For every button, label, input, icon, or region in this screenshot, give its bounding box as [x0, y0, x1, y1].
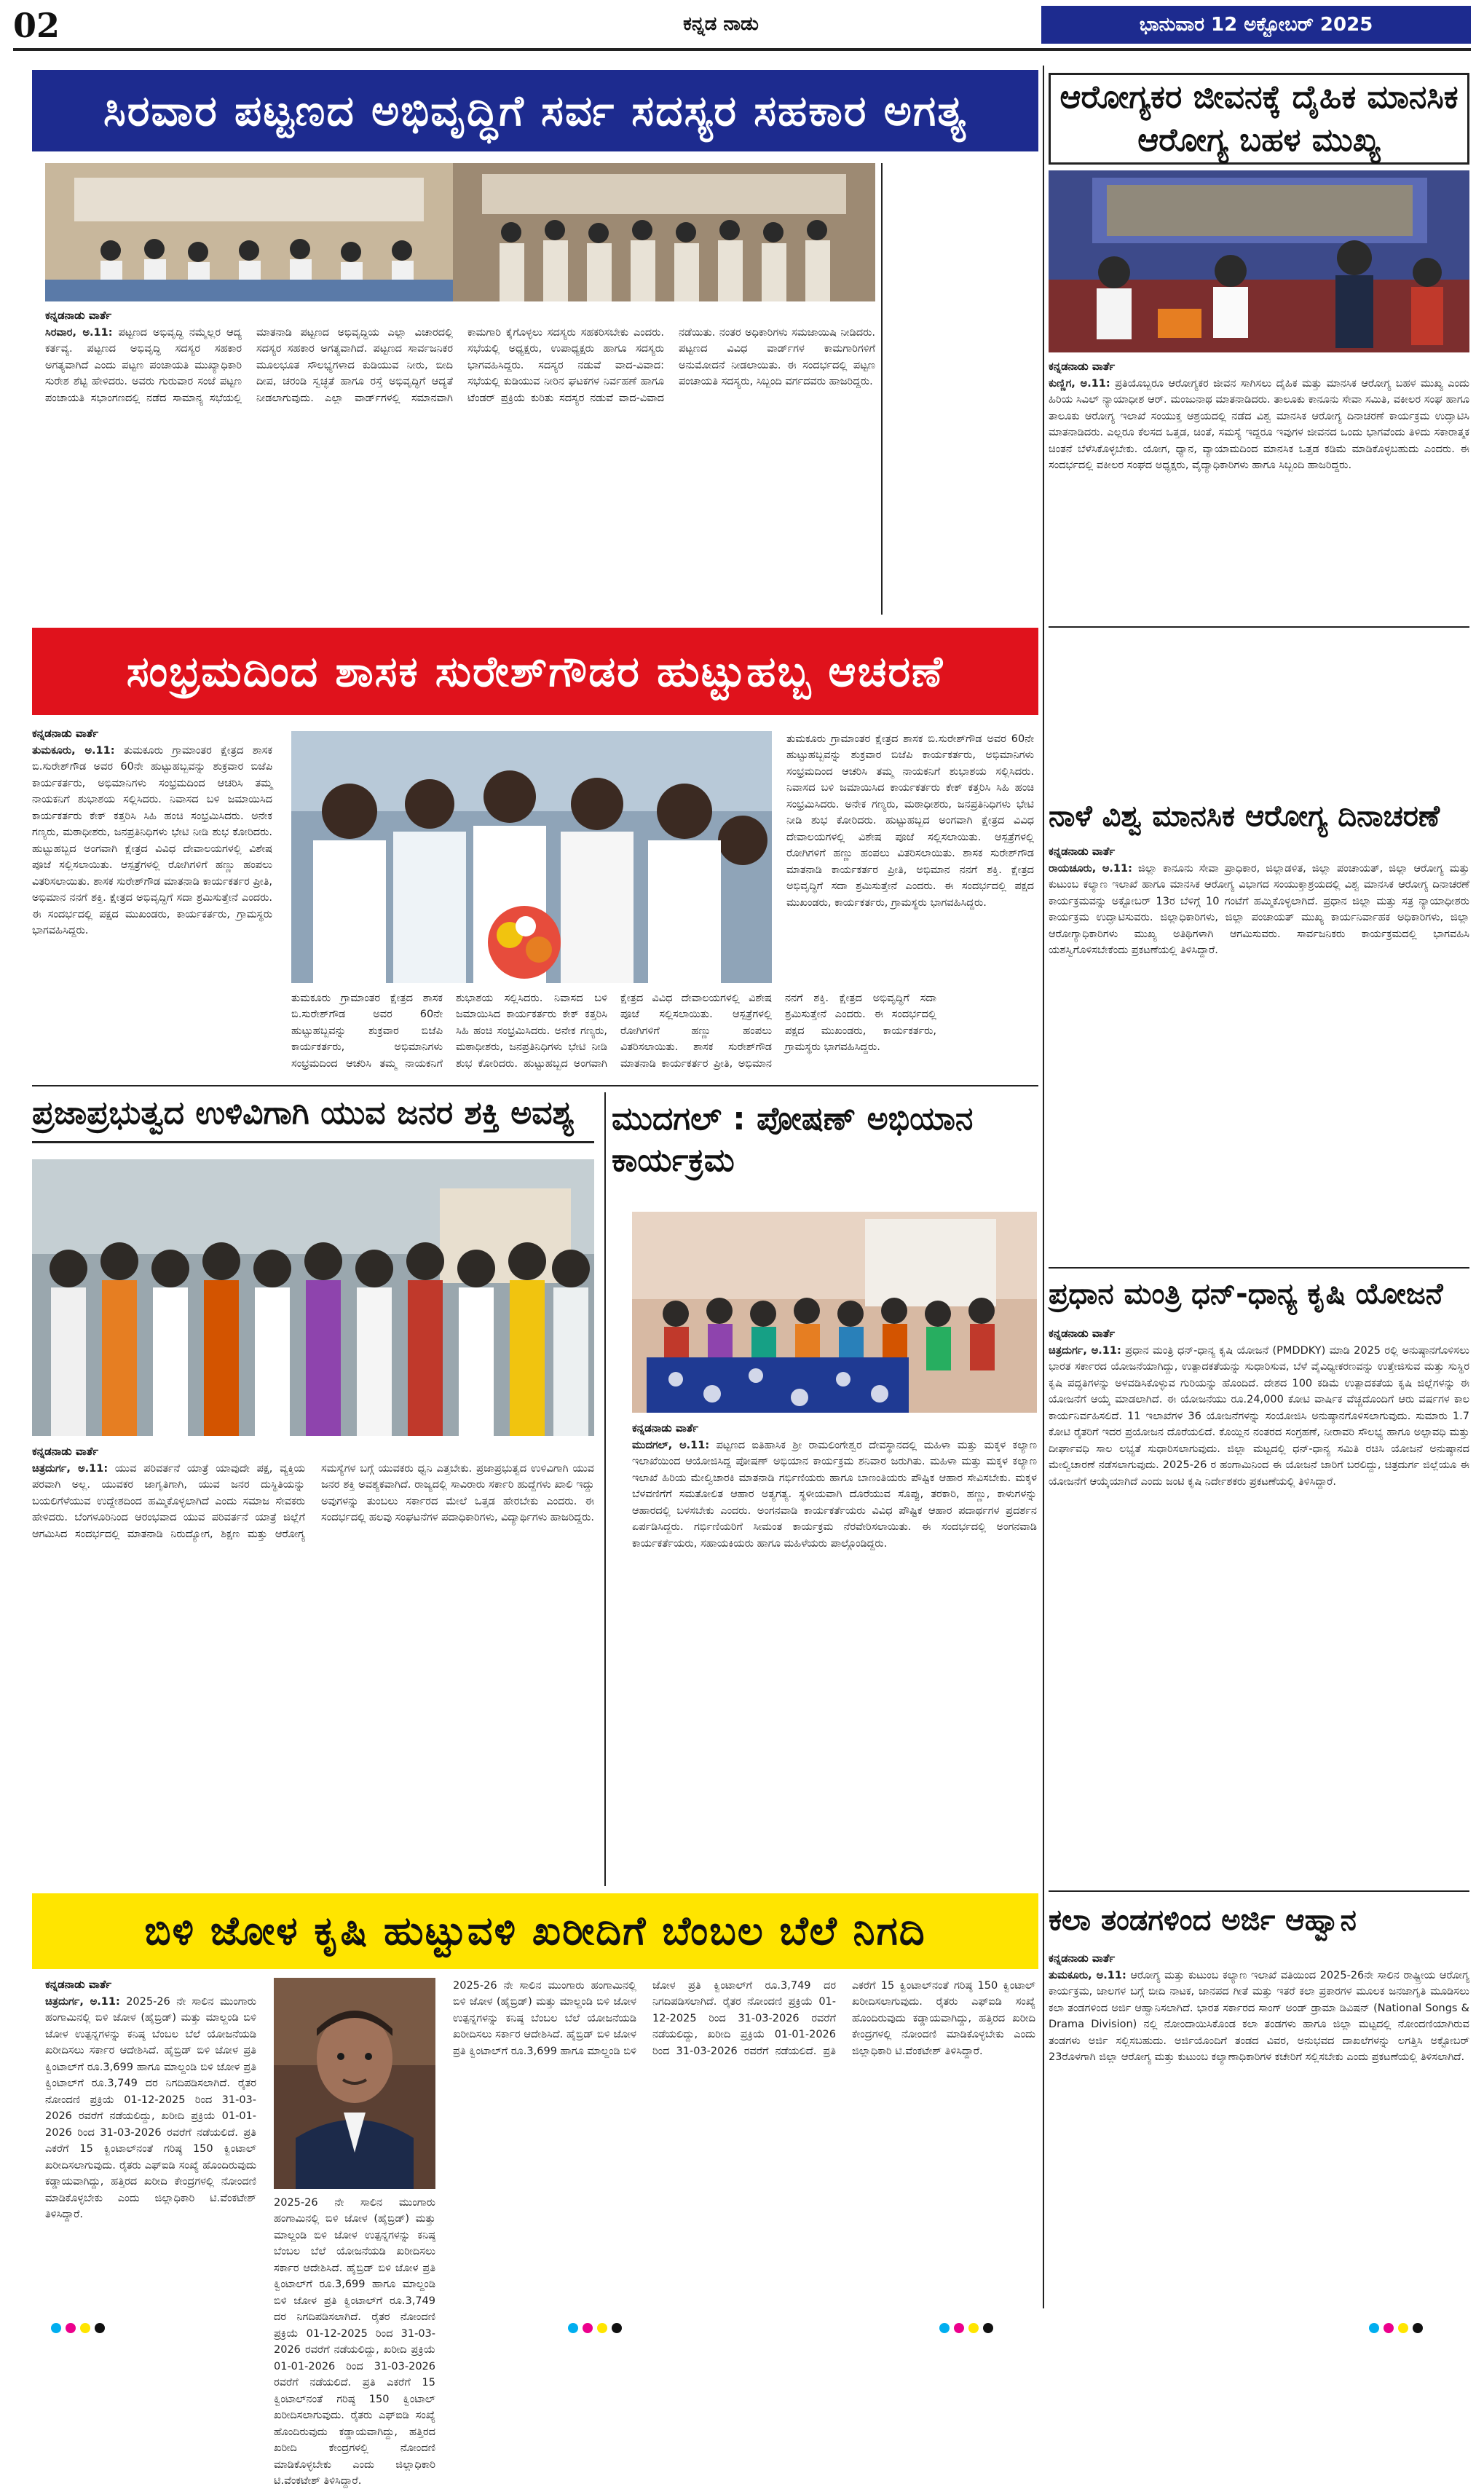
- text-poshan: ಪಟ್ಟಣದ ಐತಿಹಾಸಿಕ ಶ್ರೀ ರಾಮಲಿಂಗೇಶ್ವರ ದೇವಸ್ಥಾನದಲ್ಲಿ ಮಹಿಳಾ ಮತ್ತು ಮಕ್ಕಳ ಕಲ್ಯಾಣ ಇಲಾಖೆಯಿಂದ ಆಯೋಜಿಸಿದ್ದ ಪೋಷಣ್ ಅಭಿಯಾನ ಕಾರ್ಯಕ್ರಮ ಶನಿವಾರ ಜರುಗಿತು. ಮಹಿಳಾ ಮತ್ತು ಮಕ್ಕಳ ಕಲ್ಯಾಣ ಇಲಾಖೆ ಹಿರಿಯ ಮೇಲ್ವಿಚಾರಕಿ ಮಾತನಾಡಿ ಗರ್ಭಿಣಿಯರು ಹಾಗೂ ಬಾಣಂತಿಯರು ಪೌಷ್ಟಿಕ ಆಹಾರ ಸೇವಿಸಬೇಕು. ಮಕ್ಕಳ ಬೆಳವಣಿಗೆಗೆ ಸಮತೋಲಿತ ಆಹಾರ ಅತ್ಯಗತ್ಯ. ಸ್ಥಳೀಯವಾಗಿ ದೊರೆಯುವ ಸೊಪ್ಪು, ತರಕಾರಿ, ಹಣ್ಣು, ಕಾಳುಗಳನ್ನು ಆಹಾರದಲ್ಲಿ ಬಳಸಬೇಕು ಎಂದರು. ಅಂಗನವಾಡಿ ಕಾರ್ಯಕರ್ತೆಯರು ವಿವಿಧ ಪೌಷ್ಟಿಕ ಆಹಾರ ಪದಾರ್ಥಗಳ ಪ್ರದರ್ಶನ ಏರ್ಪಡಿಸಿದ್ದರು. ಗರ್ಭಿಣಿಯರಿಗೆ ಸೀಮಂತ ಕಾರ್ಯಕ್ರಮ ನೆರವೇರಿಸಲಾಯಿತು. ಈ ಸಂದರ್ಭದಲ್ಲಿ ಅಂಗನವಾಡಿ ಕಾರ್ಯಕರ್ತೆಯರು, ಸಹಾಯಕಿಯರು ಹಾಗೂ ಮಹಿಳೆಯರು ಪಾಲ್ಗೊಂಡಿದ್ದರು.: [632, 1440, 1037, 1550]
- dateline-birthday: ಕನ್ನಡನಾಡು ವಾರ್ತೆ: [32, 727, 99, 740]
- reg-dot: [612, 2323, 622, 2333]
- headline-pmdkdy: ಪ್ರಧಾನ ಮಂತ್ರಿ ಧನ್-ಧಾನ್ಯ ಕೃಷಿ ಯೋಜನೆ: [1049, 1277, 1443, 1311]
- headline-jowar: ಬಿಳಿ ಜೋಳ ಕೃಷಿ ಹುಟ್ಟುವಳಿ ಖರೀದಿಗೆ ಬೆಂಬಲ ಬೆಲೆ ನಿಗದಿ: [32, 1893, 1038, 1969]
- place-pmdkdy: ಚಿತ್ರದುರ್ಗ, ಅ.11:: [1049, 1345, 1121, 1357]
- body-mental: [1049, 861, 1469, 1260]
- column-rule-middle: [604, 1092, 606, 1886]
- body-jowar-under-photo: [274, 2195, 435, 2487]
- text-health: ಪ್ರತಿಯೊಬ್ಬರೂ ಆರೋಗ್ಯಕರ ಜೀವನ ಸಾಗಿಸಲು ದೈಹಿಕ ಮತ್ತು ಮಾನಸಿಕ ಆರೋಗ್ಯ ಬಹಳ ಮುಖ್ಯ ಎಂದು ಹಿರಿಯ ಸಿವಿಲ್ ನ್ಯಾಯಾಧೀಶ ಆರ್. ಮಂಜುನಾಥ ಮಾತನಾಡಿದರು. ತಾಲೂಕು ಕಾನೂನು ಸೇವಾ ಸಮಿತಿ, ವಕೀಲರ ಸಂಘ ಹಾಗೂ ತಾಲೂಕು ಆರೋಗ್ಯ ಇಲಾಖೆ ಸಂಯುಕ್ತ ಆಶ್ರಯದಲ್ಲಿ ನಡೆದ ವಿಶ್ವ ಮಾನಸಿಕ ಆರೋಗ್ಯ ದಿನಾಚರಣೆ ಕಾರ್ಯಕ್ರಮ ಉದ್ಘಾಟಿಸಿ ಮಾತನಾಡಿದರು. ಎಲ್ಲರೂ ಕೆಲಸದ ಒತ್ತಡ, ಚಿಂತೆ, ಸಮಸ್ಯೆ ಇದ್ದರೂ ಇವುಗಳ ಜೀವನದ ಒಂದು ಭಾಗವೆಂದು ತಿಳಿದು ಸಕಾರಾತ್ಮಕ ಚಿಂತನೆ ಬೆಳೆಸಿಕೊಳ್ಳಬೇಕು. ಯೋಗ, ಧ್ಯಾನ, ವ್ಯಾಯಾಮದಿಂದ ಮಾನಸಿಕ ಒತ್ತಡ ಕಡಿಮೆ ಮಾಡಿಕೊಳ್ಳಬಹುದು ಎಂದರು. ಈ ಸಂದರ್ಭದಲ್ಲಿ ವಕೀಲರ ಸಂಘದ ಅಧ್ಯಕ್ಷರು, ವೈದ್ಯಾಧಿಕಾರಿಗಳು ಹಾಗೂ ಸಿಬ್ಬಂದಿ ಹಾಜರಿದ್ದರು.: [1049, 378, 1469, 472]
- masthead-rule: [13, 48, 1471, 51]
- text-arts: ಆರೋಗ್ಯ ಮತ್ತು ಕುಟುಂಬ ಕಲ್ಯಾಣ ಇಲಾಖೆ ವತಿಯಿಂದ 2025-26ನೇ ಸಾಲಿನ ರಾಷ್ಟ್ರೀಯ ಆರೋಗ್ಯ ಕಾರ್ಯಕ್ರಮ, ಜಾಲಗಳ ಬಗ್ಗೆ ಬೀದಿ ನಾಟಕ, ಜಾನಪದ ಗೀತೆ ಮತ್ತು ಇತರೆ ಕಲಾ ಪ್ರಕಾರಗಳ ಮೂಲಕ ಜನಜಾಗೃತಿ ಮೂಡಿಸಲು ಕಲಾ ತಂಡಗಳಿಂದ ಅರ್ಜಿ ಆಹ್ವಾನಿಸಲಾಗಿದೆ. ಭಾರತ ಸರ್ಕಾರದ ಸಾಂಗ್ ಅಂಡ್ ಡ್ರಾಮಾ ಡಿವಿಷನ್ (National Songs & Drama Division) ನಲ್ಲಿ ನೋಂದಾಯಿಸಿಕೊಂಡ ಕಲಾ ತಂಡಗಳು ಹಾಗೂ ಜಿಲ್ಲಾ ಮಟ್ಟದಲ್ಲಿ ನೋಂದಣಿಯಾಗಿರುವ ತಂಡಗಳು ಅರ್ಜಿ ಸಲ್ಲಿಸಬಹುದು. ಅರ್ಜಿಯೊಂದಿಗೆ ತಂಡದ ವಿವರ, ಅನುಭವದ ದಾಖಲೆಗಳನ್ನು ಲಗತ್ತಿಸಿ ಅಕ್ಟೋಬರ್ 23ರೊಳಗಾಗಿ ಜಿಲ್ಲಾ ಆರೋಗ್ಯ ಮತ್ತು ಕುಟುಂಬ ಕಲ್ಯಾಣಾಧಿಕಾರಿಗಳ ಕಚೇರಿಗೆ ಸಲ್ಲಿಸಬೇಕು ಎಂದು ಪ್ರಕಟಣೆಯಲ್ಲಿ ತಿಳಿಸಲಾಗಿದೆ.: [1049, 1970, 1469, 2064]
- body-poshan: [632, 1437, 1037, 1882]
- text-birthday-continued: ತುಮಕೂರು ಗ್ರಾಮಾಂತರ ಕ್ಷೇತ್ರದ ಶಾಸಕ ಬಿ.ಸುರೇಶ್‌ಗೌಡ ಅವರ 60ನೇ ಹುಟ್ಟುಹಬ್ಬವನ್ನು ಶುಕ್ರವಾರ ಬಿಜೆಪಿ ಕಾರ್ಯಕರ್ತರು, ಅಭಿಮಾನಿಗಳು ಸಂಭ್ರಮದಿಂದ ಆಚರಿಸಿ ತಮ್ಮ ನಾಯಕನಿಗೆ ಶುಭಾಶಯ ಸಲ್ಲಿಸಿದರು. ನಿವಾಸದ ಬಳಿ ಜಮಾಯಿಸಿದ ಕಾರ್ಯಕರ್ತರು ಕೇಕ್ ಕತ್ತರಿಸಿ ಸಿಹಿ ಹಂಚಿ ಸಂಭ್ರಮಿಸಿದರು. ಅನೇಕ ಗಣ್ಯರು, ಮಠಾಧೀಶರು, ಜನಪ್ರತಿನಿಧಿಗಳು ಭೇಟಿ ನೀಡಿ ಶುಭ ಕೋರಿದರು. ಹುಟ್ಟುಹಬ್ಬದ ಅಂಗವಾಗಿ ಕ್ಷೇತ್ರದ ವಿವಿಧ ದೇವಾಲಯಗಳಲ್ಲಿ ವಿಶೇಷ ಪೂಜೆ ಸಲ್ಲಿಸಲಾಯಿತು. ಆಸ್ಪತ್ರೆಗಳಲ್ಲಿ ರೋಗಿಗಳಿಗೆ ಹಣ್ಣು ಹಂಪಲು ವಿತರಿಸಲಾಯಿತು. ಶಾಸಕ ಸುರೇಶ್‌ಗೌಡ ಮಾತನಾಡಿ ಕಾರ್ಯಕರ್ತರ ಪ್ರೀತಿ, ಅಭಿಮಾನ ನನಗೆ ಶಕ್ತಿ. ಕ್ಷೇತ್ರದ ಅಭಿವೃದ್ಧಿಗೆ ಸದಾ ಶ್ರಮಿಸುತ್ತೇನೆ ಎಂದರು. ಈ ಸಂದರ್ಭದಲ್ಲಿ ಪಕ್ಷದ ಮುಖಂಡರು, ಕಾರ್ಯಕರ್ತರು, ಗ್ರಾಮಸ್ಥರು ಭಾಗವಹಿಸಿದ್ದರು.: [291, 993, 936, 1070]
- body-birthday-left: [32, 743, 272, 1078]
- place-poshan: ಮುದಗಲ್, ಅ.11:: [632, 1440, 710, 1451]
- reg-dot: [1384, 2323, 1394, 2333]
- text-sirawara: ಪಟ್ಟಣದ ಅಭಿವೃದ್ಧಿ ನಮ್ಮೆಲ್ಲರ ಆದ್ಯ ಕರ್ತವ್ಯ. ಪಟ್ಟಣದ ಅಭಿವೃದ್ಧಿ ಸದಸ್ಯರ ಸಹಕಾರ ಅಗತ್ಯವಾಗಿದೆ ಎಂದು ಪಟ್ಟಣ ಪಂಚಾಯತಿ ಮುಖ್ಯಾಧಿಕಾರಿ ಸುರೇಶ ಶೆಟ್ಟಿ ಹೇಳಿದರು. ಅವರು ಗುರುವಾರ ಸಂಜೆ ಪಟ್ಟಣ ಪಂಚಾಯತಿ ಸಭಾಂಗಣದಲ್ಲಿ ನಡೆದ ಸಾಮಾನ್ಯ ಸಭೆಯಲ್ಲಿ ಮಾತನಾಡಿ ಪಟ್ಟಣದ ಅಭಿವೃದ್ಧಿಯ ಎಲ್ಲಾ ವಿಚಾರದಲ್ಲಿ ಸದಸ್ಯರ ಸಹಕಾರ ಅಗತ್ಯವಾಗಿದೆ. ಪಟ್ಟಣದ ಸಾರ್ವಜನಿಕರ ಮೂಲಭೂತ ಸೌಲಭ್ಯಗಳಾದ ಕುಡಿಯುವ ನೀರು, ಬೀದಿ ದೀಪ, ಚರಂಡಿ ಸ್ವಚ್ಛತೆ ಹಾಗೂ ರಸ್ತೆ ಅಭಿವೃದ್ಧಿಗೆ ಆದ್ಯತೆ ನೀಡಲಾಗುವುದು. ಎಲ್ಲಾ ವಾರ್ಡ್‌ಗಳಲ್ಲಿ ಸಮಾನವಾಗಿ ಕಾಮಗಾರಿ ಕೈಗೊಳ್ಳಲು ಸದಸ್ಯರು ಸಹಕರಿಸಬೇಕು ಎಂದರು. ಸಭೆಯಲ್ಲಿ ಅಧ್ಯಕ್ಷರು, ಉಪಾಧ್ಯಕ್ಷರು ಹಾಗೂ ಸದಸ್ಯರು ಭಾಗವಹಿಸಿದ್ದರು. ಸದಸ್ಯರ ನಡುವೆ ವಾದ-ವಿವಾದ: ಸಭೆಯಲ್ಲಿ ಕುಡಿಯುವ ನೀರಿನ ಘಟಕಗಳ ನಿರ್ವಹಣೆ ಹಾಗೂ ಟೆಂಡರ್ ಪ್ರಕ್ರಿಯೆ ಕುರಿತು ಸದಸ್ಯರ ನಡುವೆ ವಾದ-ವಿವಾದ ನಡೆಯಿತು. ನಂತರ ಅಧಿಕಾರಿಗಳು ಸಮಜಾಯಿಷಿ ನೀಡಿದರು. ಪಟ್ಟಣದ ವಿವಿಧ ವಾರ್ಡ್‌ಗಳ ಕಾಮಗಾರಿಗಳಿಗೆ ಅನುಮೋದನೆ ನೀಡಲಾಯಿತು. ಈ ಸಂದರ್ಭದಲ್ಲಿ ಪಟ್ಟಣ ಪಂಚಾಯತಿ ಸದಸ್ಯರು, ಸಿಬ್ಬಂದಿ ವರ್ಗದವರು ಹಾಜರಿದ್ದರು.: [45, 327, 875, 404]
- photo-sirawara-meeting: [45, 163, 875, 301]
- dateline-arts: ಕನ್ನಡನಾಡು ವಾರ್ತೆ: [1049, 1952, 1116, 1965]
- reg-dot: [1369, 2323, 1379, 2333]
- body-pmdkdy: [1049, 1343, 1469, 1883]
- column-rule: [881, 163, 883, 615]
- body-jowar-left: [45, 1994, 256, 2300]
- text-jowar: 2025-26 ನೇ ಸಾಲಿನ ಮುಂಗಾರು ಹಂಗಾಮಿನಲ್ಲಿ ಬಿಳಿ ಜೋಳ (ಹೈಬ್ರಿಡ್) ಮತ್ತು ಮಾಲ್ದಂಡಿ ಬಿಳಿ ಜೋಳ ಉತ್ಪನ್ನಗಳನ್ನು ಕನಿಷ್ಠ ಬೆಂಬಲ ಬೆಲೆ ಯೋಜನೆಯಡಿ ಖರೀದಿಸಲು ಸರ್ಕಾರ ಆದೇಶಿಸಿದೆ. ಹೈಬ್ರಿಡ್ ಬಿಳಿ ಜೋಳ ಪ್ರತಿ ಕ್ವಿಂಟಾಲ್‌ಗೆ ರೂ.3,699 ಹಾಗೂ ಮಾಲ್ದಂಡಿ ಬಿಳಿ ಜೋಳ ಪ್ರತಿ ಕ್ವಿಂಟಾಲ್‌ಗೆ ರೂ.3,749 ದರ ನಿಗದಿಪಡಿಸಲಾಗಿದೆ. ರೈತರ ನೋಂದಣಿ ಪ್ರಕ್ರಿಯೆ 01-12-2025 ರಿಂದ 31-03-2026 ರವರೆಗೆ ನಡೆಯಲಿದ್ದು, ಖರೀದಿ ಪ್ರಕ್ರಿಯೆ 01-01-2026 ರಿಂದ 31-03-2026 ರವರೆಗೆ ನಡೆಯಲಿದೆ. ಪ್ರತಿ ಎಕರೆಗೆ 15 ಕ್ವಿಂಟಾಲ್‌ನಂತೆ ಗರಿಷ್ಠ 150 ಕ್ವಿಂಟಾಲ್ ಖರೀದಿಸಲಾಗುವುದು. ರೈತರು ಎಫ್‌ಐಡಿ ಸಂಖ್ಯೆ ಹೊಂದಿರುವುದು ಕಡ್ಡಾಯವಾಗಿದ್ದು, ಹತ್ತಿರದ ಖರೀದಿ ಕೇಂದ್ರಗಳಲ್ಲಿ ನೋಂದಣಿ ಮಾಡಿಕೊಳ್ಳಬೇಕು ಎಂದು ಜಿಲ್ಲಾಧಿಕಾರಿ ಟಿ.ವೆಂಕಟೇಶ್ ತಿಳಿಸಿದ್ದಾರೆ.: [45, 1996, 257, 2221]
- photo-poshan: [632, 1212, 1037, 1413]
- headline-sirawara: ಸಿರವಾರ ಪಟ್ಟಣದ ಅಭಿವೃದ್ಧಿಗೆ ಸರ್ವ ಸದಸ್ಯರ ಸಹಕಾರ ಅಗತ್ಯ: [32, 70, 1038, 151]
- reg-dot: [66, 2323, 76, 2333]
- reg-dot: [983, 2323, 993, 2333]
- reg-dot: [583, 2323, 593, 2333]
- place-mental: ರಾಯಚೂರು, ಅ.11:: [1049, 863, 1132, 875]
- text-jowar-right: 2025-26 ನೇ ಸಾಲಿನ ಮುಂಗಾರು ಹಂಗಾಮಿನಲ್ಲಿ ಬಿಳಿ ಜೋಳ (ಹೈಬ್ರಿಡ್) ಮತ್ತು ಮಾಲ್ದಂಡಿ ಬಿಳಿ ಜೋಳ ಉತ್ಪನ್ನಗಳನ್ನು ಕನಿಷ್ಠ ಬೆಂಬಲ ಬೆಲೆ ಯೋಜನೆಯಡಿ ಖರೀದಿಸಲು ಸರ್ಕಾರ ಆದೇಶಿಸಿದೆ. ಹೈಬ್ರಿಡ್ ಬಿಳಿ ಜೋಳ ಪ್ರತಿ ಕ್ವಿಂಟಾಲ್‌ಗೆ ರೂ.3,699 ಹಾಗೂ ಮಾಲ್ದಂಡಿ ಬಿಳಿ ಜೋಳ ಪ್ರತಿ ಕ್ವಿಂಟಾಲ್‌ಗೆ ರೂ.3,749 ದರ ನಿಗದಿಪಡಿಸಲಾಗಿದೆ. ರೈತರ ನೋಂದಣಿ ಪ್ರಕ್ರಿಯೆ 01-12-2025 ರಿಂದ 31-03-2026 ರವರೆಗೆ ನಡೆಯಲಿದ್ದು, ಖರೀದಿ ಪ್ರಕ್ರಿಯೆ 01-01-2026 ರಿಂದ 31-03-2026 ರವರೆಗೆ ನಡೆಯಲಿದೆ. ಪ್ರತಿ ಎಕರೆಗೆ 15 ಕ್ವಿಂಟಾಲ್‌ನಂತೆ ಗರಿಷ್ಠ 150 ಕ್ವಿಂಟಾಲ್ ಖರೀದಿಸಲಾಗುವುದು. ರೈತರು ಎಫ್‌ಐಡಿ ಸಂಖ್ಯೆ ಹೊಂದಿರುವುದು ಕಡ್ಡಾಯವಾಗಿದ್ದು, ಹತ್ತಿರದ ಖರೀದಿ ಕೇಂದ್ರಗಳಲ್ಲಿ ನೋಂದಣಿ ಮಾಡಿಕೊಳ್ಳಬೇಕು ಎಂದು ಜಿಲ್ಲಾಧಿಕಾರಿ ಟಿ.ವೆಂಕಟೇಶ್ ತಿಳಿಸಿದ್ದಾರೆ.: [453, 1980, 1035, 2057]
- reg-dot: [968, 2323, 979, 2333]
- body-birthday-under-photo: [291, 990, 936, 1078]
- text-birthday-right: ತುಮಕೂರು ಗ್ರಾಮಾಂತರ ಕ್ಷೇತ್ರದ ಶಾಸಕ ಬಿ.ಸುರೇಶ್‌ಗೌಡ ಅವರ 60ನೇ ಹುಟ್ಟುಹಬ್ಬವನ್ನು ಶುಕ್ರವಾರ ಬಿಜೆಪಿ ಕಾರ್ಯಕರ್ತರು, ಅಭಿಮಾನಿಗಳು ಸಂಭ್ರಮದಿಂದ ಆಚರಿಸಿ ತಮ್ಮ ನಾಯಕನಿಗೆ ಶುಭಾಶಯ ಸಲ್ಲಿಸಿದರು. ನಿವಾಸದ ಬಳಿ ಜಮಾಯಿಸಿದ ಕಾರ್ಯಕರ್ತರು ಕೇಕ್ ಕತ್ತರಿಸಿ ಸಿಹಿ ಹಂಚಿ ಸಂಭ್ರಮಿಸಿದರು. ಅನೇಕ ಗಣ್ಯರು, ಮಠಾಧೀಶರು, ಜನಪ್ರತಿನಿಧಿಗಳು ಭೇಟಿ ನೀಡಿ ಶುಭ ಕೋರಿದರು. ಹುಟ್ಟುಹಬ್ಬದ ಅಂಗವಾಗಿ ಕ್ಷೇತ್ರದ ವಿವಿಧ ದೇವಾಲಯಗಳಲ್ಲಿ ವಿಶೇಷ ಪೂಜೆ ಸಲ್ಲಿಸಲಾಯಿತು. ಆಸ್ಪತ್ರೆಗಳಲ್ಲಿ ರೋಗಿಗಳಿಗೆ ಹಣ್ಣು ಹಂಪಲು ವಿತರಿಸಲಾಯಿತು. ಶಾಸಕ ಸುರೇಶ್‌ಗೌಡ ಮಾತನಾಡಿ ಕಾರ್ಯಕರ್ತರ ಪ್ರೀತಿ, ಅಭಿಮಾನ ನನಗೆ ಶಕ್ತಿ. ಕ್ಷೇತ್ರದ ಅಭಿವೃದ್ಧಿಗೆ ಸದಾ ಶ್ರಮಿಸುತ್ತೇನೆ ಎಂದರು. ಈ ಸಂದರ್ಭದಲ್ಲಿ ಪಕ್ಷದ ಮುಖಂಡರು, ಕಾರ್ಯಕರ್ತರು, ಗ್ರಾಮಸ್ಥರು ಭಾಗವಹಿಸಿದ್ದರು.: [786, 733, 1034, 909]
- page-number: 02: [13, 6, 60, 45]
- photo-jowar-official: [274, 1978, 435, 2189]
- photo-birthday: [291, 731, 772, 983]
- section-rule-2: [1049, 626, 1469, 628]
- section-rule-4: [1049, 1890, 1469, 1892]
- reg-dot: [80, 2323, 90, 2333]
- dateline-jowar: ಕನ್ನಡನಾಡು ವಾರ್ತೆ: [45, 1978, 112, 1991]
- registration-marks-right: [1369, 2323, 1456, 2338]
- dateline-pmdkdy: ಕನ್ನಡನಾಡು ವಾರ್ತೆ: [1049, 1327, 1116, 1340]
- reg-dot: [51, 2323, 61, 2333]
- text-youth: ಯುವ ಪರಿವರ್ತನೆ ಯಾತ್ರೆ ಯಾವುದೇ ಪಕ್ಷ, ವ್ಯಕ್ತಿಯ ಪರವಾಗಿ ಅಲ್ಲ. ಯುವಕರ ಜಾಗೃತಿಗಾಗಿ, ಯುವ ಜನರ ದುಸ್ಥಿತಿಯನ್ನು ಬಯಲಿಗೆಳೆಯುವ ಉದ್ದೇಶದಿಂದ ಹಮ್ಮಿಕೊಳ್ಳಲಾಗಿದೆ ಎಂದು ಸಮಾಜ ಸೇವಕರು ಹೇಳಿದರು. ಬೆಂಗಳೂರಿನಿಂದ ಆರಂಭವಾದ ಯುವ ಪರಿವರ್ತನೆ ಯಾತ್ರೆ ಜಿಲ್ಲೆಗೆ ಆಗಮಿಸಿದ ಸಂದರ್ಭದಲ್ಲಿ ಮಾತನಾಡಿ ನಿರುದ್ಯೋಗ, ಶಿಕ್ಷಣ ಮತ್ತು ಆರೋಗ್ಯ ಸಮಸ್ಯೆಗಳ ಬಗ್ಗೆ ಯುವಕರು ಧ್ವನಿ ಎತ್ತಬೇಕು. ಪ್ರಜಾಪ್ರಭುತ್ವದ ಉಳಿವಿಗಾಗಿ ಯುವ ಜನರ ಶಕ್ತಿ ಅವಶ್ಯಕವಾಗಿದೆ. ರಾಜ್ಯದಲ್ಲಿ ಸಾವಿರಾರು ಸರ್ಕಾರಿ ಹುದ್ದೆಗಳು ಖಾಲಿ ಇದ್ದು ಅವುಗಳನ್ನು ತುಂಬಲು ಸರ್ಕಾರದ ಮೇಲೆ ಒತ್ತಡ ಹೇರಬೇಕು ಎಂದರು. ಈ ಸಂದರ್ಭದಲ್ಲಿ ಹಲವು ಸಂಘಟನೆಗಳ ಪದಾಧಿಕಾರಿಗಳು, ವಿದ್ಯಾರ್ಥಿಗಳು ಹಾಜರಿದ್ದರು.: [32, 1463, 594, 1540]
- body-youth: [32, 1461, 594, 1883]
- reg-dot: [597, 2323, 607, 2333]
- body-jowar-right: [453, 1978, 1035, 2300]
- headline-poshan: ಮುದಗಲ್ : ಪೋಷಣ್ ಅಭಿಯಾನ ಕಾರ್ಯಕ್ರಮ: [612, 1100, 974, 1180]
- column-rule-right: [1043, 66, 1044, 2308]
- dateline-health: ಕನ್ನಡನಾಡು ವಾರ್ತೆ: [1049, 360, 1116, 373]
- registration-marks-mid: [939, 2323, 1027, 2338]
- photo-youth: [32, 1159, 594, 1436]
- text-birthday: ತುಮಕೂರು ಗ್ರಾಮಾಂತರ ಕ್ಷೇತ್ರದ ಶಾಸಕ ಬಿ.ಸುರೇಶ್‌ಗೌಡ ಅವರ 60ನೇ ಹುಟ್ಟುಹಬ್ಬವನ್ನು ಶುಕ್ರವಾರ ಬಿಜೆಪಿ ಕಾರ್ಯಕರ್ತರು, ಅಭಿಮಾನಿಗಳು ಸಂಭ್ರಮದಿಂದ ಆಚರಿಸಿ ತಮ್ಮ ನಾಯಕನಿಗೆ ಶುಭಾಶಯ ಸಲ್ಲಿಸಿದರು. ನಿವಾಸದ ಬಳಿ ಜಮಾಯಿಸಿದ ಕಾರ್ಯಕರ್ತರು ಕೇಕ್ ಕತ್ತರಿಸಿ ಸಿಹಿ ಹಂಚಿ ಸಂಭ್ರಮಿಸಿದರು. ಅನೇಕ ಗಣ್ಯರು, ಮಠಾಧೀಶರು, ಜನಪ್ರತಿನಿಧಿಗಳು ಭೇಟಿ ನೀಡಿ ಶುಭ ಕೋರಿದರು. ಹುಟ್ಟುಹಬ್ಬದ ಅಂಗವಾಗಿ ಕ್ಷೇತ್ರದ ವಿವಿಧ ದೇವಾಲಯಗಳಲ್ಲಿ ವಿಶೇಷ ಪೂಜೆ ಸಲ್ಲಿಸಲಾಯಿತು. ಆಸ್ಪತ್ರೆಗಳಲ್ಲಿ ರೋಗಿಗಳಿಗೆ ಹಣ್ಣು ಹಂಪಲು ವಿತರಿಸಲಾಯಿತು. ಶಾಸಕ ಸುರೇಶ್‌ಗೌಡ ಮಾತನಾಡಿ ಕಾರ್ಯಕರ್ತರ ಪ್ರೀತಿ, ಅಭಿಮಾನ ನನಗೆ ಶಕ್ತಿ. ಕ್ಷೇತ್ರದ ಅಭಿವೃದ್ಧಿಗೆ ಸದಾ ಶ್ರಮಿಸುತ್ತೇನೆ ಎಂದರು. ಈ ಸಂದರ್ಭದಲ್ಲಿ ಪಕ್ಷದ ಮುಖಂಡರು, ಕಾರ್ಯಕರ್ತರು, ಗ್ರಾಮಸ್ಥರು ಭಾಗವಹಿಸಿದ್ದರು.: [32, 745, 272, 937]
- reg-dot: [95, 2323, 105, 2333]
- date-bar: ಭಾನುವಾರ 12 ಅಕ್ಟೋಬರ್ 2025: [1041, 6, 1471, 44]
- photo-health-event: [1049, 170, 1469, 352]
- body-health: [1049, 376, 1469, 616]
- text-pmdkdy: ಪ್ರಧಾನ ಮಂತ್ರಿ ಧನ್-ಧಾನ್ಯ ಕೃಷಿ ಯೋಜನೆ (PMDDKY) ಮಾಡಿ 2025 ರಲ್ಲಿ ಅನುಷ್ಠಾನಗೊಳಿಸಲು ಭಾರತ ಸರ್ಕಾರದ ಯೋಜನೆಯಾಗಿದ್ದು, ಉತ್ಪಾದಕತೆಯನ್ನು ಸುಧಾರಿಸುವ, ಬೆಳೆ ವೈವಿಧ್ಯೀಕರಣವನ್ನು ಉತ್ತೇಜಿಸುವ ಮತ್ತು ಸುಸ್ಥಿರ ಕೃಷಿ ಪದ್ಧತಿಗಳನ್ನು ಅಳವಡಿಸಿಕೊಳ್ಳುವ ಗುರಿಯನ್ನು ಹೊಂದಿದೆ. ದೇಶದ 100 ಕಡಿಮೆ ಉತ್ಪಾದಕತೆಯ ಕೃಷಿ ಜಿಲ್ಲೆಗಳನ್ನು ಈ ಯೋಜನೆಗೆ ಆಯ್ಕೆ ಮಾಡಲಾಗಿದೆ. ಈ ಯೋಜನೆಯು ರೂ.24,000 ಕೋಟಿ ವಾರ್ಷಿಕ ವೆಚ್ಚದೊಂದಿಗೆ ಆರು ವರ್ಷಗಳ ಕಾಲ ಕಾರ್ಯನಿರ್ವಹಿಸಲಿದೆ. 11 ಇಲಾಖೆಗಳ 36 ಯೋಜನೆಗಳನ್ನು ಸಂಯೋಜಿಸಿ ಅನುಷ್ಠಾನಗೊಳಿಸಲಾಗುವುದು. ಸುಮಾರು 1.7 ಕೋಟಿ ರೈತರಿಗೆ ಇದರ ಪ್ರಯೋಜನ ದೊರೆಯಲಿದೆ. ಕೊಯ್ಲಿನ ನಂತರದ ಸಂಗ್ರಹಣೆ, ನೀರಾವರಿ ಸೌಲಭ್ಯ ಹಾಗೂ ಅಲ್ಪಾವಧಿ ಮತ್ತು ದೀರ್ಘಾವಧಿ ಸಾಲ ಲಭ್ಯತೆ ಸುಧಾರಿಸಲಾಗುವುದು. ಜಿಲ್ಲಾ ಮಟ್ಟದಲ್ಲಿ ಧನ್-ಧಾನ್ಯ ಸಮಿತಿ ರಚಿಸಿ ಯೋಜನೆ ಅನುಷ್ಠಾನದ ಮೇಲ್ವಿಚಾರಣೆ ನಡೆಸಲಾಗುವುದು. 2025-26 ರ ಹಂಗಾಮಿನಿಂದ ಈ ಯೋಜನೆ ಜಾರಿಗೆ ಬರಲಿದ್ದು, ಚಿತ್ರದುರ್ಗ ಜಿಲ್ಲೆಯೂ ಈ ಯೋಜನೆಗೆ ಆಯ್ಕೆಯಾಗಿದೆ ಎಂದು ಜಂಟಿ ಕೃಷಿ ನಿರ್ದೇಶಕರು ಪ್ರಕಟಣೆಯಲ್ಲಿ ತಿಳಿಸಿದ್ದಾರೆ.: [1049, 1345, 1469, 1488]
- dateline-mental: ಕನ್ನಡನಾಡು ವಾರ್ತೆ: [1049, 845, 1116, 858]
- dateline-sirawara: ಕನ್ನಡನಾಡು ವಾರ್ತೆ: [45, 309, 112, 322]
- registration-marks-center: [568, 2323, 655, 2338]
- headline-birthday: ಸಂಭ್ರಮದಿಂದ ಶಾಸಕ ಸುರೇಶ್‌ಗೌಡರ ಹುಟ್ಟುಹಬ್ಬ ಆಚರಣೆ: [32, 628, 1038, 715]
- reg-dot: [1413, 2323, 1423, 2333]
- text-mental: ಜಿಲ್ಲಾ ಕಾನೂನು ಸೇವಾ ಪ್ರಾಧಿಕಾರ, ಜಿಲ್ಲಾಡಳಿತ, ಜಿಲ್ಲಾ ಪಂಚಾಯತ್, ಜಿಲ್ಲಾ ಆರೋಗ್ಯ ಮತ್ತು ಕುಟುಂಬ ಕಲ್ಯಾಣ ಇಲಾಖೆ ಹಾಗೂ ಮಾನಸಿಕ ಆರೋಗ್ಯ ವಿಭಾಗದ ಸಂಯುಕ್ತಾಶ್ರಯದಲ್ಲಿ ವಿಶ್ವ ಮಾನಸಿಕ ಆರೋಗ್ಯ ದಿನಾಚರಣೆ ಕಾರ್ಯಕ್ರಮವನ್ನು ಅಕ್ಟೋಬರ್ 13ರ ಬೆಳಿಗ್ಗೆ 10 ಗಂಟೆಗೆ ಹಮ್ಮಿಕೊಳ್ಳಲಾಗಿದೆ. ಪ್ರಧಾನ ಜಿಲ್ಲಾ ಮತ್ತು ಸತ್ರ ನ್ಯಾಯಾಧೀಶರು ಕಾರ್ಯಕ್ರಮ ಉದ್ಘಾಟಿಸುವರು. ಜಿಲ್ಲಾಧಿಕಾರಿಗಳು, ಜಿಲ್ಲಾ ಪಂಚಾಯತ್ ಮುಖ್ಯ ಕಾರ್ಯನಿರ್ವಾಹಕ ಅಧಿಕಾರಿಗಳು, ಜಿಲ್ಲಾ ಆರೋಗ್ಯಾಧಿಕಾರಿಗಳು ಮುಖ್ಯ ಅತಿಥಿಗಳಾಗಿ ಆಗಮಿಸುವರು. ಸಾರ್ವಜನಿಕರು ಕಾರ್ಯಕ್ರಮದಲ್ಲಿ ಭಾಗವಹಿಸಿ ಯಶಸ್ವಿಗೊಳಿಸಬೇಕೆಂದು ಪ್ರಕಟಣೆಯಲ್ಲಿ ತಿಳಿಸಿದ್ದಾರೆ.: [1049, 863, 1469, 957]
- place-arts: ತುಮಕೂರು, ಅ.11:: [1049, 1970, 1126, 1981]
- place-birthday: ತುಮಕೂರು, ಅ.11:: [32, 745, 115, 757]
- dateline-youth: ಕನ್ನಡನಾಡು ವಾರ್ತೆ: [32, 1445, 99, 1458]
- section-rule-1: [32, 1085, 1038, 1086]
- reg-dot: [1398, 2323, 1408, 2333]
- reg-dot: [954, 2323, 964, 2333]
- paper-name: ಕನ್ನಡ ನಾಡು: [683, 13, 759, 35]
- headline-arts: ಕಲಾ ತಂಡಗಳಿಂದ ಅರ್ಜಿ ಆಹ್ವಾನ: [1049, 1904, 1357, 1937]
- body-sirawara: [45, 325, 875, 601]
- headline-youth: ಪ್ರಜಾಪ್ರಭುತ್ವದ ಉಳಿವಿಗಾಗಿ ಯುವ ಜನರ ಶಕ್ತಿ ಅವಶ್ಯ: [32, 1092, 594, 1143]
- reg-dot: [568, 2323, 578, 2333]
- text-jowar-under-photo: 2025-26 ನೇ ಸಾಲಿನ ಮುಂಗಾರು ಹಂಗಾಮಿನಲ್ಲಿ ಬಿಳಿ ಜೋಳ (ಹೈಬ್ರಿಡ್) ಮತ್ತು ಮಾಲ್ದಂಡಿ ಬಿಳಿ ಜೋಳ ಉತ್ಪನ್ನಗಳನ್ನು ಕನಿಷ್ಠ ಬೆಂಬಲ ಬೆಲೆ ಯೋಜನೆಯಡಿ ಖರೀದಿಸಲು ಸರ್ಕಾರ ಆದೇಶಿಸಿದೆ. ಹೈಬ್ರಿಡ್ ಬಿಳಿ ಜೋಳ ಪ್ರತಿ ಕ್ವಿಂಟಾಲ್‌ಗೆ ರೂ.3,699 ಹಾಗೂ ಮಾಲ್ದಂಡಿ ಬಿಳಿ ಜೋಳ ಪ್ರತಿ ಕ್ವಿಂಟಾಲ್‌ಗೆ ರೂ.3,749 ದರ ನಿಗದಿಪಡಿಸಲಾಗಿದೆ. ರೈತರ ನೋಂದಣಿ ಪ್ರಕ್ರಿಯೆ 01-12-2025 ರಿಂದ 31-03-2026 ರವರೆಗೆ ನಡೆಯಲಿದ್ದು, ಖರೀದಿ ಪ್ರಕ್ರಿಯೆ 01-01-2026 ರಿಂದ 31-03-2026 ರವರೆಗೆ ನಡೆಯಲಿದೆ. ಪ್ರತಿ ಎಕರೆಗೆ 15 ಕ್ವಿಂಟಾಲ್‌ನಂತೆ ಗರಿಷ್ಠ 150 ಕ್ವಿಂಟಾಲ್ ಖರೀದಿಸಲಾಗುವುದು. ರೈತರು ಎಫ್‌ಐಡಿ ಸಂಖ್ಯೆ ಹೊಂದಿರುವುದು ಕಡ್ಡಾಯವಾಗಿದ್ದು, ಹತ್ತಿರದ ಖರೀದಿ ಕೇಂದ್ರಗಳಲ್ಲಿ ನೋಂದಣಿ ಮಾಡಿಕೊಳ್ಳಬೇಕು ಎಂದು ಜಿಲ್ಲಾಧಿಕಾರಿ ಟಿ.ವೆಂಕಟೇಶ್ ತಿಳಿಸಿದ್ದಾರೆ.: [274, 2197, 435, 2487]
- body-birthday-right: [786, 731, 1034, 1078]
- body-arts: [1049, 1968, 1469, 2300]
- headline-mental: ನಾಳೆ ವಿಶ್ವ ಮಾನಸಿಕ ಆರೋಗ್ಯ ದಿನಾಚರಣೆ: [1049, 800, 1440, 833]
- place-youth: ಚಿತ್ರದುರ್ಗ, ಅ.11:: [32, 1463, 108, 1475]
- dateline-poshan: ಕನ್ನಡನಾಡು ವಾರ್ತೆ: [632, 1421, 699, 1435]
- place-sirawara: ಸಿರವಾರ, ಅ.11:: [45, 327, 113, 339]
- place-health: ಕುಣ್ಣಿಗ, ಅ.11:: [1049, 378, 1110, 390]
- headline-health: ಆರೋಗ್ಯಕರ ಜೀವನಕ್ಕೆ ದೈಹಿಕ ಮಾನಸಿಕ ಆರೋಗ್ಯ ಬಹಳ ಮುಖ್ಯ: [1049, 73, 1469, 165]
- place-jowar: ಚಿತ್ರದುರ್ಗ, ಅ.11:: [45, 1996, 120, 2008]
- registration-marks-left: [51, 2323, 138, 2338]
- section-rule-3: [1049, 1267, 1469, 1269]
- reg-dot: [939, 2323, 950, 2333]
